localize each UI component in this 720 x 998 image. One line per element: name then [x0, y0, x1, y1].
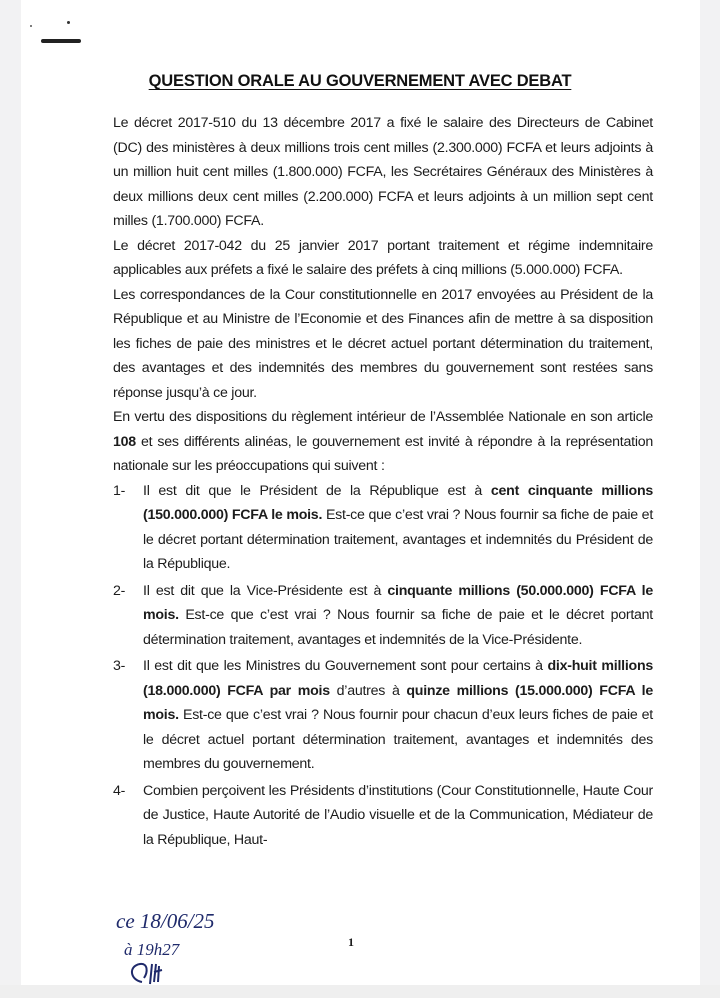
question-amount: cent cinquante millions (150.000.000) FCFA le mois. [143, 482, 654, 523]
question-amount: dix-huit millions (18.000.000) FCFA par mois [143, 658, 653, 699]
scan-speck [30, 25, 32, 27]
question-text-end: Est-ce que c’est vrai ? Nous fournir sa fiche de paie et le décret portant détermination traitement, avantages et indemnités de la Vice-Présidente. [143, 607, 653, 648]
paragraph-decret-2017-510: Le décret 2017-510 du 13 décembre 2017 a fixé le salaire des Directeurs de Cabinet (DC) des ministères à deux millions trois cent milles (2.300.000) FCFA et leurs adjoints à un million huit cent milles (1.800.000) FCFA, les Secrétaires Généraux des Ministères à deux millions deux cent milles (2.200.000) FCFA et leurs adjoints à un million sept cent milles (1.700.000) FCFA. [113, 115, 653, 229]
question-text-end: Est-ce que c’est vrai ? Nous fournir pour chacun d’eux leurs fiches de paie et le décret actuel portant détermination traitement, avantages et indemnités des membres du gouvernement. [143, 707, 653, 772]
header-rule [41, 39, 81, 43]
document-title: QUESTION ORALE AU GOUVERNEMENT AVEC DEBAT [148, 72, 572, 90]
question-text: Il est dit que la Vice-Présidente est à [143, 582, 388, 599]
question-list [113, 479, 653, 853]
handwritten-note [114, 900, 234, 985]
question-text-end: Est-ce que c’est vrai ? Nous fournir sa fiche de paie et le décret portant détermination traitement, avantages et indemnités du Président de la République. [143, 507, 654, 572]
question-number: 1- [113, 482, 126, 499]
paragraph-decret-2017-042: Le décret 2017-042 du 25 janvier 2017 portant traitement et régime indemnitaire applicables aux préfets a fixé le salaire des préfets à cinq millions (5.000.000) FCFA. [113, 237, 653, 278]
question-number: 3- [113, 658, 126, 674]
question-item [113, 479, 653, 577]
question-item [113, 779, 653, 853]
signature-icon [132, 964, 162, 984]
question-text-middle: d’autres à [329, 682, 407, 699]
question-number: 4- [113, 782, 126, 799]
article-number: 108 [113, 433, 136, 450]
handwritten-date: ce 18/06/25 [116, 909, 215, 933]
paragraph-intro [113, 405, 653, 479]
question-amount-2: quinze millions (15.000.000) FCFA le mois. [143, 682, 653, 723]
page-number: 1 [348, 935, 354, 949]
background-strip [0, 985, 720, 998]
question-text: Il est dit que les Ministres du Gouvernement sont pour certains à [143, 658, 548, 674]
paragraph-cour-constitutionnelle: Les correspondances de la Cour constitutionnelle en 2017 envoyées au Président de la République et au Ministre de l’Economie et des Finances afin de mettre à sa disposition les fiches de paie des ministres et le décret actuel portant détermination du traitement, des avantages et des indemnités des membres du gouvernement sont restées sans réponse jusqu’à ce jour. [113, 286, 653, 401]
handwritten-time: à 19h27 [124, 940, 180, 959]
question-text: Combien perçoivent les Présidents d’institutions (Cour Constitutionnelle, Haute Cour de Justice, Haute Autorité de l’Audio visuelle et de la Communication, Médiateur de la République, Haut- [143, 782, 653, 848]
question-item [113, 654, 653, 777]
question-item [113, 579, 653, 653]
intro-text: En vertu des dispositions du règlement intérieur de l’Assemblée Nationale en son article [113, 409, 653, 425]
document-body [113, 111, 653, 852]
scan-speck [67, 21, 70, 24]
question-amount: cinquante millions (50.000.000) FCFA le mois. [143, 582, 653, 623]
question-text: Il est dit que le Président de la République est à [143, 482, 491, 499]
intro-text-end: et ses différents alinéas, le gouvernement est invité à répondre à la représentation nationale sur les préoccupations qui suivent : [113, 433, 653, 474]
question-number: 2- [113, 582, 126, 599]
